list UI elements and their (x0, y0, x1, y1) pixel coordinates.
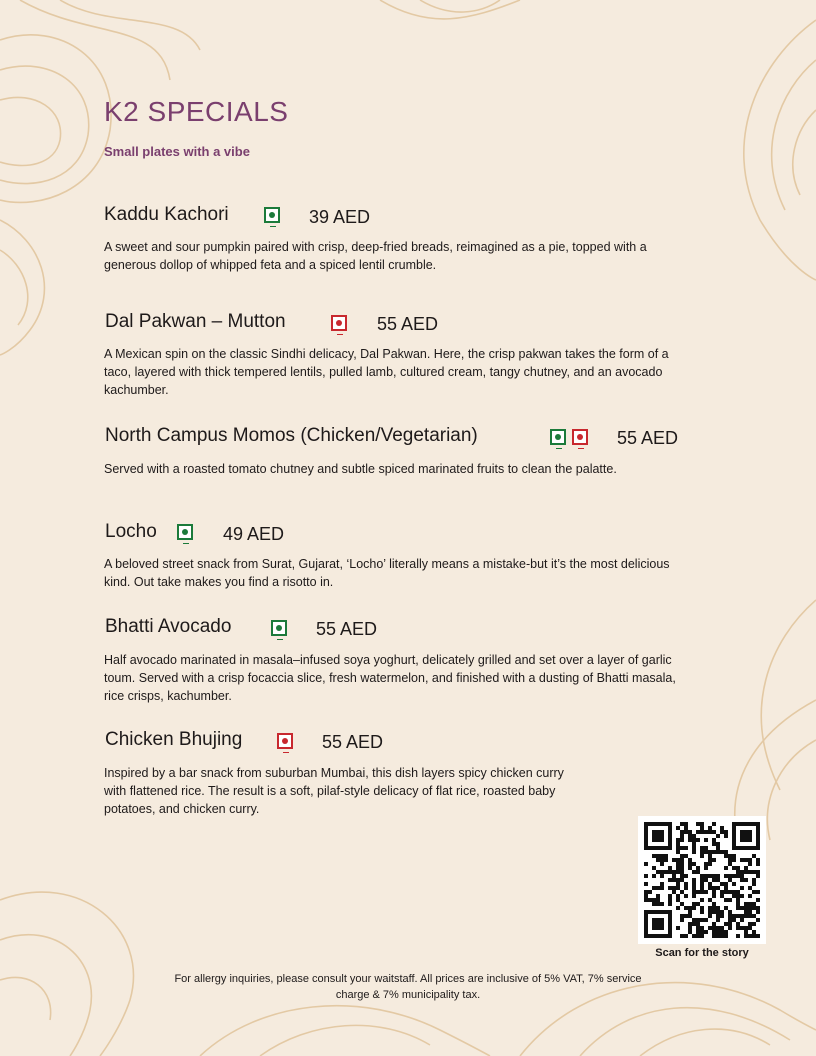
menu-item-name: Bhatti Avocado (105, 616, 232, 637)
menu-item-name: Locho (105, 521, 157, 542)
menu-item-name: Dal Pakwan – Mutton (105, 311, 286, 332)
menu-item-price: 49 AED (223, 524, 285, 544)
menu-item-description: A sweet and sour pumpkin paired with crisp, deep-fried breads, reimagined as a pie, topped with a generous dollop of whipped feta and a spiced lentil crumble. (104, 240, 647, 272)
menu-item-price: 55 AED (316, 619, 378, 639)
qr-code-image (638, 816, 766, 944)
menu-item-price: 39 AED (309, 207, 371, 227)
veg-icon (271, 620, 287, 636)
veg-icon (550, 429, 566, 445)
menu-item-price: 55 AED (377, 314, 439, 334)
menu-item-price: 55 AED (617, 428, 679, 448)
veg-icon (264, 207, 280, 223)
non-veg-icon (572, 429, 588, 445)
menu-item-description: Half avocado marinated in masala–infused soya yoghurt, delicately grilled and set over a layer of garlic toum. Served with a crisp focaccia slice, fresh watermelon, and finished with a dusting of Bhatti masala, rice crisps, kachumber. (104, 653, 676, 703)
menu-item-description: A Mexican spin on the classic Sindhi delicacy, Dal Pakwan. Here, the crisp pakwan takes the form of a taco, layered with thick tempered lentils, pulled lamb, cultured cream, tangy chutney, and an avocado kachumber. (104, 347, 669, 397)
page-subtitle: Small plates with a vibe (104, 144, 250, 159)
veg-icon (177, 524, 193, 540)
footer-note: For allergy inquiries, please consult your waitstaff. All prices are inclusive of 5% VAT, 7% service charge & 7% municipality tax. (174, 973, 642, 1001)
menu-item-name: Chicken Bhujing (105, 729, 243, 750)
menu-item-name: North Campus Momos (Chicken/Vegetarian) (105, 425, 478, 446)
menu-item-description: A beloved street snack from Surat, Gujarat, ‘Locho’ literally means a mistake-but it’s the most delicious kind. Out take makes you find a risotto in. (104, 557, 670, 589)
qr-caption: Scan for the story (655, 947, 749, 959)
menu-item-price: 55 AED (322, 732, 384, 752)
page-title: K2 SPECIALS (104, 96, 289, 127)
non-veg-icon (277, 733, 293, 749)
menu-item-name: Kaddu Kachori (104, 204, 229, 225)
menu-item-description: Served with a roasted tomato chutney and subtle spiced marinated fruits to clean the palatte. (104, 462, 617, 476)
menu-item-description: Inspired by a bar snack from suburban Mumbai, this dish layers spicy chicken curry with flattened rice. The result is a soft, pilaf-style delicacy of flat rice, roasted baby potatoes, and chicken curry. (104, 766, 564, 816)
non-veg-icon (331, 315, 347, 331)
qr-code[interactable] (638, 816, 766, 944)
